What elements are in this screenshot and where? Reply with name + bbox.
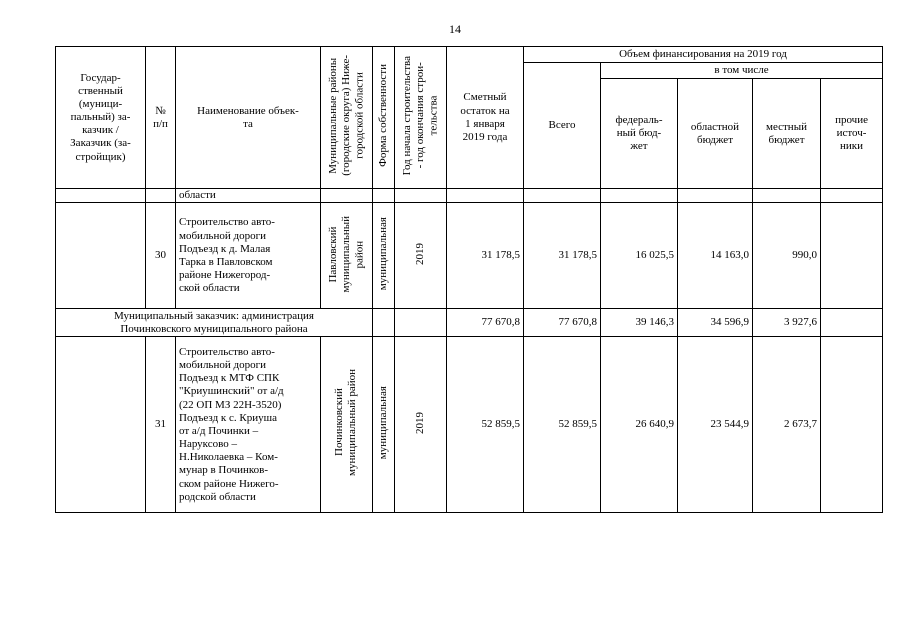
header-local: местный бюджет	[753, 79, 821, 189]
object-name: Строительство авто- мобильной дороги Подъезд к МТФ СПК "Криушинский" от а/д (22 ОП МЗ 22Н-3520) Подъезд к с. Криуша от а/д Починки – Наруксово – Н.Николаевка – Ком- мунар в Починков- ском районе Нижего- родской области	[176, 337, 321, 513]
header-funding-group: Объем финансирования на 2019 год	[524, 47, 883, 63]
header-including: в том числе	[601, 63, 883, 79]
year: 2019	[395, 203, 447, 309]
regional-value: 23 544,9	[678, 337, 753, 513]
other-value	[821, 337, 883, 513]
table-row	[56, 337, 883, 513]
customer-label: Муниципальный заказчик: администрация Починковского муниципального района	[56, 309, 373, 337]
header-object-name: Наименование объек- та	[176, 47, 321, 189]
header-years: Год начала строительства - год окончания строи- тельства	[395, 47, 447, 189]
page-number: 14	[449, 22, 461, 36]
federal-value: 26 640,9	[601, 337, 678, 513]
header-total: Всего	[524, 63, 601, 189]
continuation-text: области	[176, 189, 321, 203]
federal-value: 39 146,3	[601, 309, 678, 337]
regional-value: 14 163,0	[678, 203, 753, 309]
estimate-value: 52 859,5	[447, 337, 524, 513]
header-federal: федераль- ный бюд- жет	[601, 79, 678, 189]
object-name: Строительство авто- мобильной дороги Подъезд к д. Малая Тарка в Павловском районе Нижегород- ской области	[176, 203, 321, 309]
financing-table	[55, 46, 883, 513]
customer-row	[56, 309, 883, 337]
header-customer: Государ- ственный (муници- пальный) за- казчик / Заказчик (за- стройщик)	[56, 47, 146, 189]
total-value: 77 670,8	[524, 309, 601, 337]
header-districts: Муниципальные районы (городские округа) Ниже- городской области	[321, 47, 373, 189]
local-value: 990,0	[753, 203, 821, 309]
ownership: муниципальная	[373, 337, 395, 513]
local-value: 3 927,6	[753, 309, 821, 337]
district: Починковский муниципальный район	[321, 337, 373, 513]
year: 2019	[395, 337, 447, 513]
estimate-value: 77 670,8	[447, 309, 524, 337]
district: Павловский муниципальный район	[321, 203, 373, 309]
header-regional: областной бюджет	[678, 79, 753, 189]
header-num: № п/п	[146, 47, 176, 189]
local-value: 2 673,7	[753, 337, 821, 513]
ownership: муниципальная	[373, 203, 395, 309]
federal-value: 16 025,5	[601, 203, 678, 309]
total-value: 31 178,5	[524, 203, 601, 309]
total-value: 52 859,5	[524, 337, 601, 513]
header-ownership: Форма собственности	[373, 47, 395, 189]
table-row	[56, 203, 883, 309]
header-other: прочие источ- ники	[821, 79, 883, 189]
other-value	[821, 203, 883, 309]
row-number: 31	[146, 337, 176, 513]
header-estimate: Сметный остаток на 1 января 2019 года	[447, 47, 524, 189]
regional-value: 34 596,9	[678, 309, 753, 337]
estimate-value: 31 178,5	[447, 203, 524, 309]
row-number: 30	[146, 203, 176, 309]
